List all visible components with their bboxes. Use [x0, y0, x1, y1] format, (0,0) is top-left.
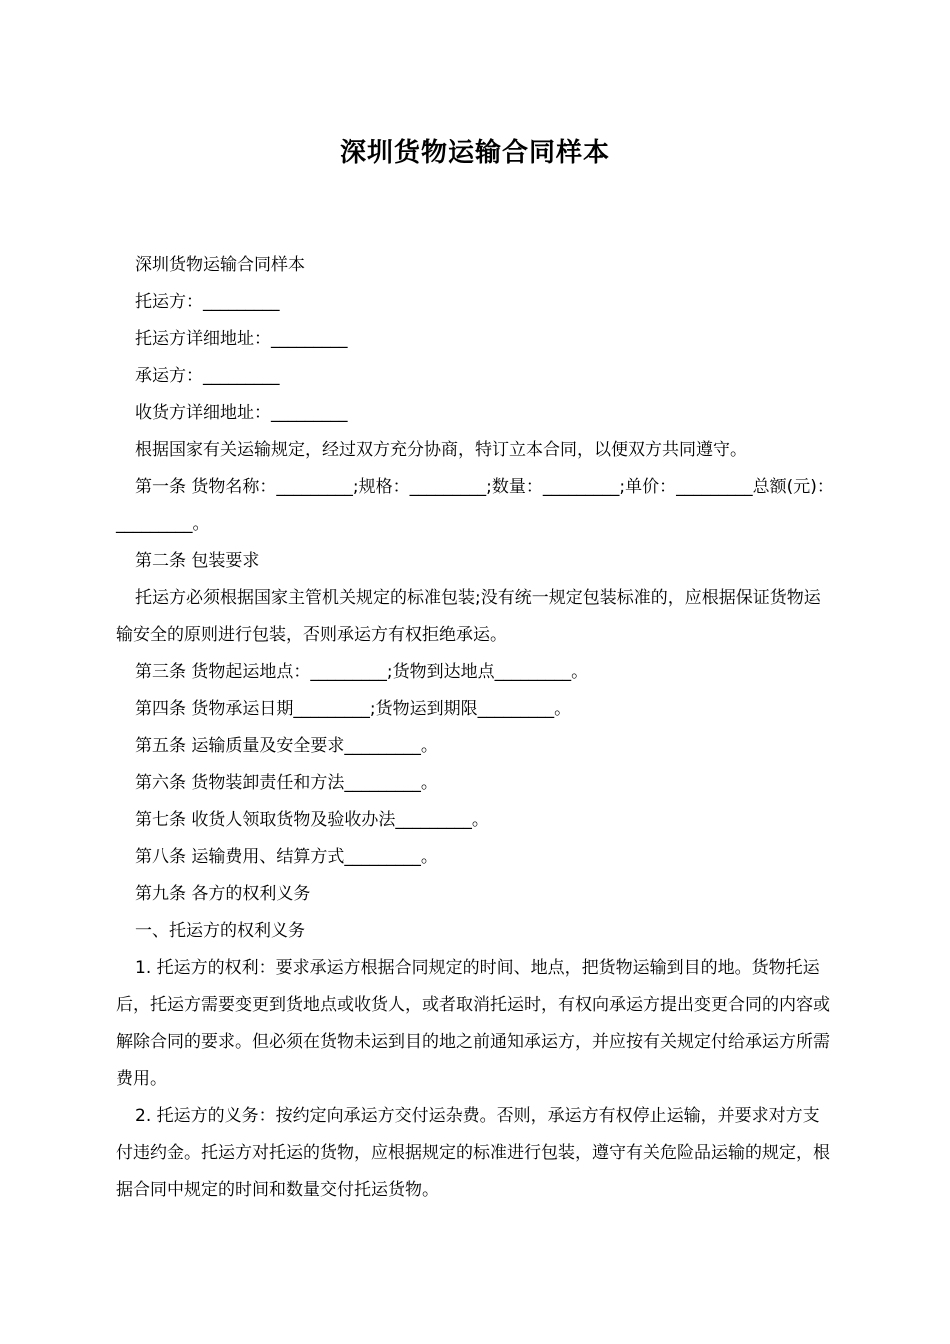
paragraph-article-9: 第九条 各方的权利义务: [135, 884, 311, 904]
paragraph-consignor-rights: 1. 托运方的权利：要求承运方根据合同规定的时间、地点，把货物运输到目的地。货物托运后，托运方需要变更到货地点或收货人，或者取消托运时，有权向承运方提出变更合同的内容或解除合同的要求。但必须在货物未运到目的地之前通知承运方，并应按有关规定付给承运方所需费用。: [116, 958, 830, 1089]
paragraph-section-1: 一、托运方的权利义务: [135, 921, 305, 941]
paragraph-heading: 深圳货物运输合同样本: [135, 255, 305, 275]
paragraph-article-8: 第八条 运输费用、结算方式_________。: [135, 847, 438, 867]
paragraph-preamble: 根据国家有关运输规定，经过双方充分协商，特订立本合同，以便双方共同遵守。: [135, 440, 747, 460]
paragraph-article-1: 第一条 货物名称：_________;规格：_________;数量：_________;单价：_________总额(元)：_________。: [116, 477, 834, 534]
paragraph-article-4: 第四条 货物承运日期_________;货物运到期限_________。: [135, 699, 572, 719]
document-title: 深圳货物运输合同样本: [339, 138, 610, 168]
paragraph-article-7: 第七条 收货人领取货物及验收办法_________。: [135, 810, 489, 830]
paragraph-article-3: 第三条 货物起运地点：_________;货物到达地点_________。: [135, 662, 589, 682]
paragraph-consignee-address: 收货方详细地址：_________: [135, 403, 348, 423]
paragraph-packaging: 托运方必须根据国家主管机关规定的标准包装;没有统一规定包装标准的，应根据保证货物运输安全的原则进行包装，否则承运方有权拒绝承运。: [116, 588, 821, 645]
paragraph-consignor-duties: 2. 托运方的义务：按约定向承运方交付运杂费。否则，承运方有权停止运输，并要求对方支付违约金。托运方对托运的货物，应根据规定的标准进行包装，遵守有关危险品运输的规定，根据合同中规定的时间和数量交付托运货物。: [116, 1106, 830, 1200]
paragraph-consignor: 托运方：_________: [135, 292, 280, 312]
paragraph-carrier: 承运方：_________: [135, 366, 280, 386]
paragraph-article-5: 第五条 运输质量及安全要求_________。: [135, 736, 438, 756]
paragraph-article-6: 第六条 货物装卸责任和方法_________。: [135, 773, 438, 793]
paragraph-article-2: 第二条 包装要求: [135, 551, 260, 571]
paragraph-consignor-address: 托运方详细地址：_________: [135, 329, 348, 349]
document-body: [116, 247, 836, 1209]
